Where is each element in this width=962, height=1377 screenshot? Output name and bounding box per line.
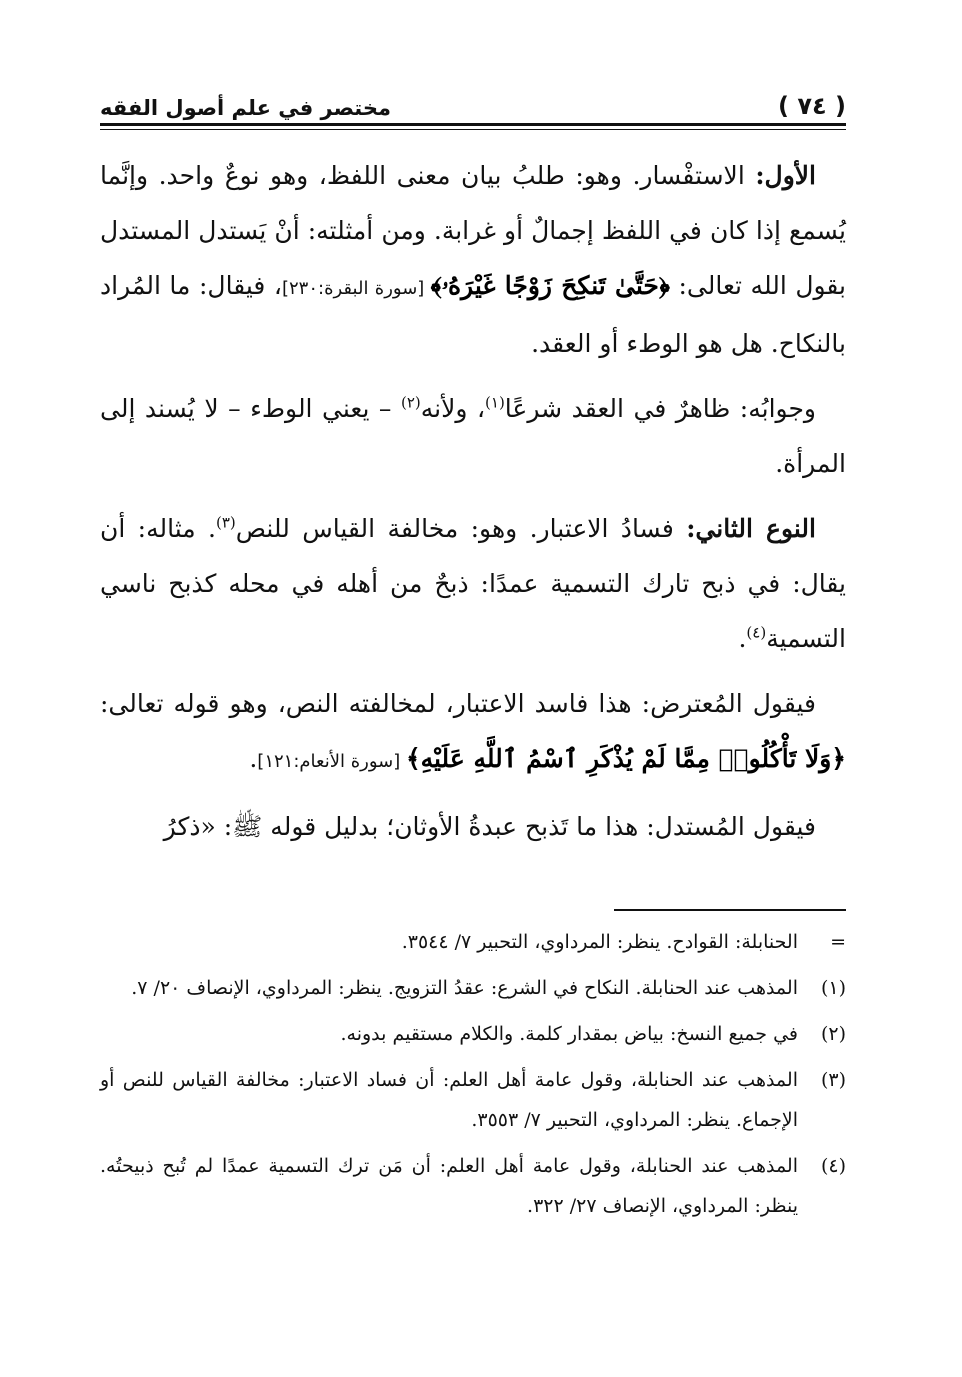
footnote-3 xyxy=(100,1060,846,1140)
paragraph-text: – يعني الوطء – لا يُسند إلى المرأة. xyxy=(100,394,846,478)
footnote-1 xyxy=(100,968,846,1008)
footnote-marker: (٣) xyxy=(820,1069,846,1091)
paragraph-text: فيقول المُستدل: هذا ما تَذبح عبدةُ الأوثان؛ بدليل قوله ﷺ: «ذكرُ xyxy=(163,812,816,841)
paragraph-text: . مثاله: أن يقال: في ذبح تارك التسمية عمدًا: ذبحٌ من أهله في محله كذبح ناسي التسمية xyxy=(100,514,846,653)
footnote-continuation xyxy=(100,922,846,962)
paragraph-text: فسادُ الاعتبار. وهو: مخالفة القياس للنص xyxy=(235,514,687,543)
paragraph-objector xyxy=(100,676,846,789)
paragraph-term: الأول: xyxy=(755,161,816,190)
footnote-marker: (٤) xyxy=(820,1155,846,1177)
paragraph-text: ، فيقال: ما المُراد بالنكاح. هل هو الوطء أو العقد. xyxy=(100,271,846,358)
paragraph-answer xyxy=(100,381,846,491)
header-rule-thick xyxy=(100,123,846,126)
paragraph-term: النوع الثاني: xyxy=(686,514,816,543)
footnote-reference[interactable]: (٢) xyxy=(400,393,421,412)
quran-verse: ﴿حَتَّىٰ تَنكِحَ زَوْجًا غَيْرَهُۥ﴾ xyxy=(430,271,670,300)
verse-citation: [سورة الأنعام:١٢١] xyxy=(257,751,406,772)
paragraph-text: الاستفْسار. وهو: طلبُ بيان معنى اللفظ، وهو نوعٌ واحد. وإنَّما يُسمع إذا كان في اللفظ إجمالٌ أو غرابة. ومن أمثلته: أنْ يَستدل المستدل بقول الله تعالى: xyxy=(100,161,847,300)
footnote-text: في جميع النسخ: بياض بمقدار كلمة. والكلام مستقيم بدونه. xyxy=(340,1023,798,1045)
footnote-text: الحنابلة: القوادح. ينظر: المرداوي، التحبير ٧/ ٣٥٤٤. xyxy=(401,931,798,953)
paragraph-reasoner xyxy=(100,799,846,854)
paragraph-first-type xyxy=(100,148,846,371)
page-header xyxy=(100,86,846,120)
header-rule-thin xyxy=(100,129,846,130)
paragraph-text: وجوابُه: ظاهرٌ في العقد شرعًا xyxy=(504,394,816,423)
footnote-text: المذهب عند الحنابلة. النكاح في الشرع: عقدُ التزويج. ينظر: المرداوي، الإنصاف ٢٠/ ٧. xyxy=(131,977,798,999)
footnote-text: المذهب عند الحنابلة، وقول عامة أهل العلم: أن مَن ترك التسمية عمدًا لم تُبح ذبيحتُه. ينظر: المرداوي، الإنصاف ٢٧/ ٣٢٢. xyxy=(100,1155,798,1217)
paragraph-second-type xyxy=(100,501,846,666)
footnote-marker: (٢) xyxy=(820,1023,846,1045)
footnotes xyxy=(100,922,846,1232)
footnote-separator xyxy=(614,909,846,911)
paragraph-text: فيقول المُعترض: هذا فاسد الاعتبار، لمخالفته النص، وهو قوله تعالى: xyxy=(100,689,816,718)
footnote-marker: = xyxy=(830,931,846,953)
footnote-reference[interactable]: (١) xyxy=(485,393,505,412)
footnote-4 xyxy=(100,1146,846,1226)
quran-verse: ﴿وَلَا تَأْكُلُوا۟ مِمَّا لَمْ يُذْكَرِ ٱسْمُ ٱللَّهِ عَلَيْهِ﴾ xyxy=(405,744,846,773)
paragraph-text: . xyxy=(738,624,747,653)
page-number: ( ٧٤ ) xyxy=(778,92,846,120)
footnote-text: المذهب عند الحنابلة، وقول عامة أهل العلم: أن فساد الاعتبار: مخالفة القياس للنص أو الإجماع. ينظر: المرداوي، التحبير ٧/ ٣٥٥٣. xyxy=(100,1069,798,1131)
main-text xyxy=(100,148,846,864)
paragraph-text: . xyxy=(249,744,258,773)
footnote-marker: (١) xyxy=(820,977,846,999)
paragraph-text: ، ولأنه xyxy=(420,394,486,423)
footnote-2 xyxy=(100,1014,846,1054)
footnote-reference[interactable]: (٣) xyxy=(215,513,236,532)
running-title: مختصر في علم أصول الفقه xyxy=(100,96,392,120)
verse-citation: [سورة البقرة:٢٣٠] xyxy=(281,278,431,299)
footnote-reference[interactable]: (٤) xyxy=(746,623,767,642)
